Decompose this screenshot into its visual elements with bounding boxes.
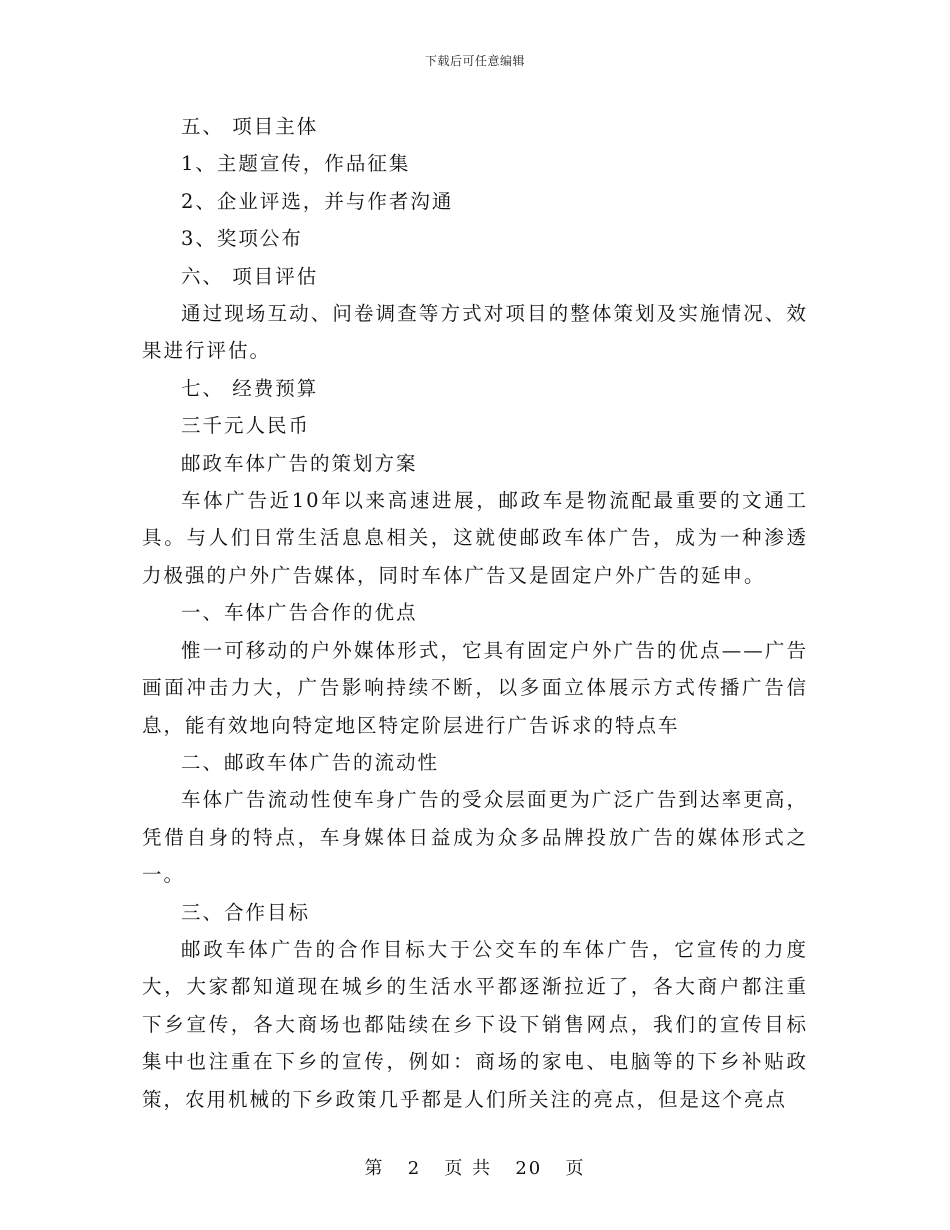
paragraph: 通过现场互动、问卷调查等方式对项目的整体策划及实施情况、效果进行评估。 [142,302,808,363]
section-heading-6: 六、 项目评估 [181,264,319,288]
paragraph: 邮政车体广告的合作目标大于公交车的车体广告，它宣传的力度大，大家都知道现在城乡的生活水平都逐渐拉近了，各大商户都注重下乡宣传，各大商场也都陆续在乡下设下销售网点，我们的宣传目标集中也注重在下乡的宣传，例如：商场的家电、电脑等的下乡补贴政策，农用机械的下乡政策几乎都是人们所关注的亮点，但是这个亮点 [142,937,808,1111]
paragraph: 车体广告近10年以来高速进展，邮政车是物流配最重要的文通工具。与人们日常生活息息相关，这就使邮政车体广告，成为一种渗透力极强的户外广告媒体，同时车体广告又是固定户外广告的延申。 [142,489,808,587]
document-body [142,108,808,1118]
page-label-mid: 页 共 [444,1158,493,1179]
total-pages-number: 20 [515,1158,543,1179]
section-heading-7: 七、 经费预算 [181,376,319,400]
paragraph: 惟一可移动的户外媒体形式，它具有固定户外广告的优点——广告画面冲击力大，广告影响持续不断，以多面立体展示方式传播广告信息，能有效地向特定地区特定阶层进行广告诉求的特点车 [142,638,808,737]
section-heading: 二、邮政车体广告的流动性 [181,750,440,774]
page-footer [0,1154,950,1180]
paragraph: 三千元人民币 [181,414,311,438]
current-page-number: 2 [407,1158,422,1179]
page-header [0,52,950,69]
page-label-prefix: 第 [364,1158,385,1179]
list-item: 3、奖项公布 [181,227,303,251]
section-heading-5: 五、 项目主体 [181,115,319,138]
document-title: 邮政车体广告的策划方案 [181,451,418,475]
header-note: 下载后可任意编辑 [424,54,525,68]
page-label-suffix: 页 [565,1158,586,1179]
paragraph: 车体广告流动性使车身广告的受众层面更为广泛广告到达率更高，凭借自身的特点，车身媒体日益成为众多品牌投放广告的媒体形式之一。 [142,788,808,887]
section-heading: 三、合作目标 [181,900,311,924]
list-item: 2、企业评选，并与作者沟通 [181,189,454,213]
section-heading: 一、车体广告合作的优点 [181,601,418,625]
list-item: 1、主题宣传，作品征集 [181,152,411,176]
